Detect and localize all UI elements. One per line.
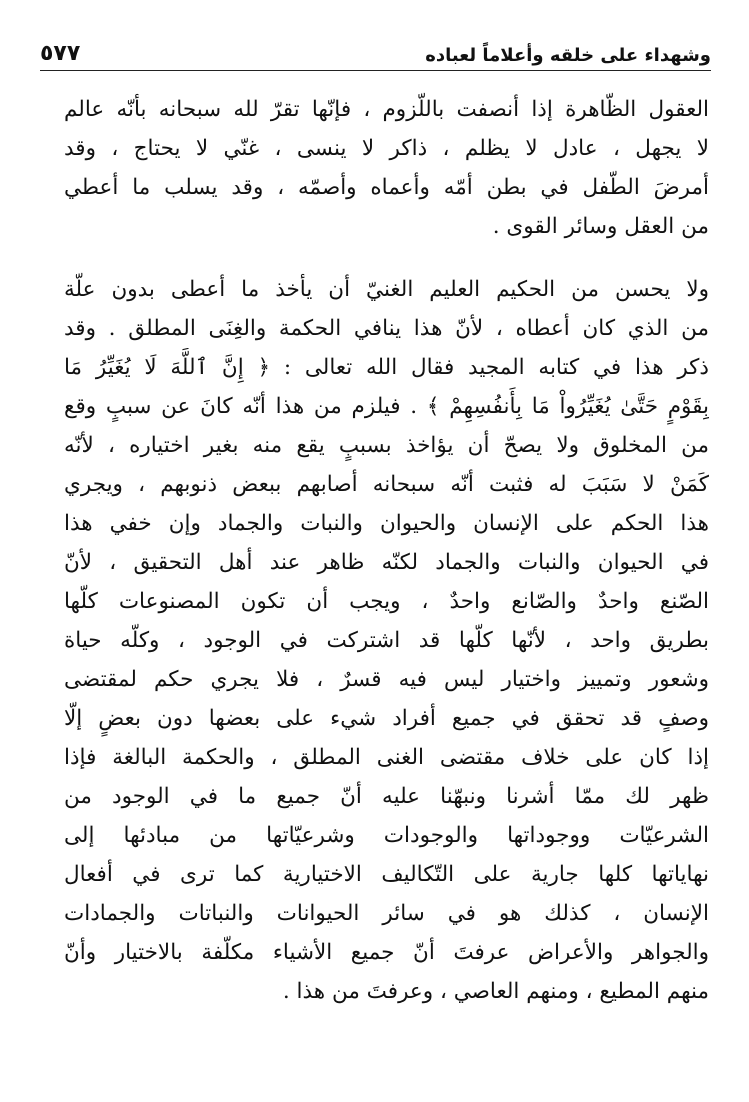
text-line: الصّنع واحدٌ والصّانع واحدٌ ، ويجب أن تكون المصنوعات كلّها — [64, 589, 709, 614]
text-line-quran-verse: بِقَوْمٍ حَتَّىٰ يُغَيِّرُواْ مَا بِأَنفُسِهِمْ ﴾ . فيلزم من هذا أنّه كانَ عن سببٍ وقع — [64, 394, 709, 419]
text-line: أمرضَ الطّفل في بطن أمّه وأعماه وأصمّه ، وقد يسلب ما أعطي — [64, 175, 709, 200]
text-line: ظهر لك ممّا أشرنا ونبهّنا عليه أنّ جميع ما في الوجود من — [64, 784, 709, 809]
text-line: الشرعيّات ووجوداتها والوجودات وشرعيّاتها من مبادئها إلى — [64, 823, 709, 848]
text-line: الإنسان ، كذلك هو في سائر الحيوانات والنباتات والجمادات — [64, 901, 709, 926]
text-line: من المخلوق ولا يصحّ أن يؤاخذ بسببٍ يقع منه بغير اختياره ، لأنّه — [64, 433, 709, 458]
text-line: منهم المطيع ، ومنهم العاصي ، وعرفتَ من هذا . — [282, 979, 709, 1004]
running-header — [40, 26, 711, 71]
running-title: وشهداء على خلقه وأعلاماً لعباده — [425, 45, 711, 66]
text-line: إذا كان على خلاف مقتضى الغنى المطلق ، والحكمة البالغة فإذا — [64, 745, 709, 770]
text-line: نهاياتها كلها جارية على التّكاليف الاختيارية كما ترى في أفعال — [64, 862, 709, 887]
text-line: من الذي كان أعطاه ، لأنّ هذا ينافي الحكمة والغِنَى المطلق . وقد — [64, 316, 709, 341]
text-line: من العقل وسائر القوى . — [492, 214, 709, 239]
text-line: كَمَنْ لا سَبَبَ له فثبت أنّه سبحانه أصابهم ببعض ذنوبهم ، ويجري — [64, 472, 709, 497]
text-line: في الحيوان والنبات والجماد لكنّه ظاهر عند أهل التحقيق ، لأنّ — [64, 550, 709, 575]
paragraph-1 — [64, 90, 709, 246]
page-number: ٥٧٧ — [40, 41, 81, 66]
text-line: وصفٍ قد تحقق في جميع أفراد شيء على بعضها دون بعضٍ إلّا — [64, 706, 709, 731]
text-line: العقول الظّاهرة إذا أنصفت باللّزوم ، فإنّها تقرّ لله سبحانه بأنّه عالم — [64, 97, 709, 122]
text-line: والجواهر والأعراض عرفتَ أنّ جميع الأشياء مكلّفة بالاختيار وأنّ — [64, 940, 709, 965]
text-line: لا يجهل ، عادل لا يظلم ، ذاكر لا ينسى ، غنّي لا يحتاج ، وقد — [64, 136, 709, 161]
body-text — [64, 90, 709, 1011]
text-line: بطريق واحد ، لأنّها كلّها قد اشتركت في الوجود ، وكلّه حياة — [64, 628, 709, 653]
text-line: ولا يحسن من الحكيم العليم الغنيّ أن يأخذ ما أعطى بدون علّة — [64, 277, 709, 302]
text-line: وشعور وتمييز واختيار ليس فيه قسرٌ ، فلا يجري حكم لمقتضى — [64, 667, 709, 692]
text-line: هذا الحكم على الإنسان والحيوان والنبات والجماد وإن خفي هذا — [64, 511, 709, 536]
text-line-quran-verse: ذكر هذا في كتابه المجيد فقال الله تعالى : ﴿ إِنَّ ٱللَّهَ لَا يُغَيِّرُ مَا — [64, 355, 709, 380]
paragraph-2 — [64, 270, 709, 1011]
